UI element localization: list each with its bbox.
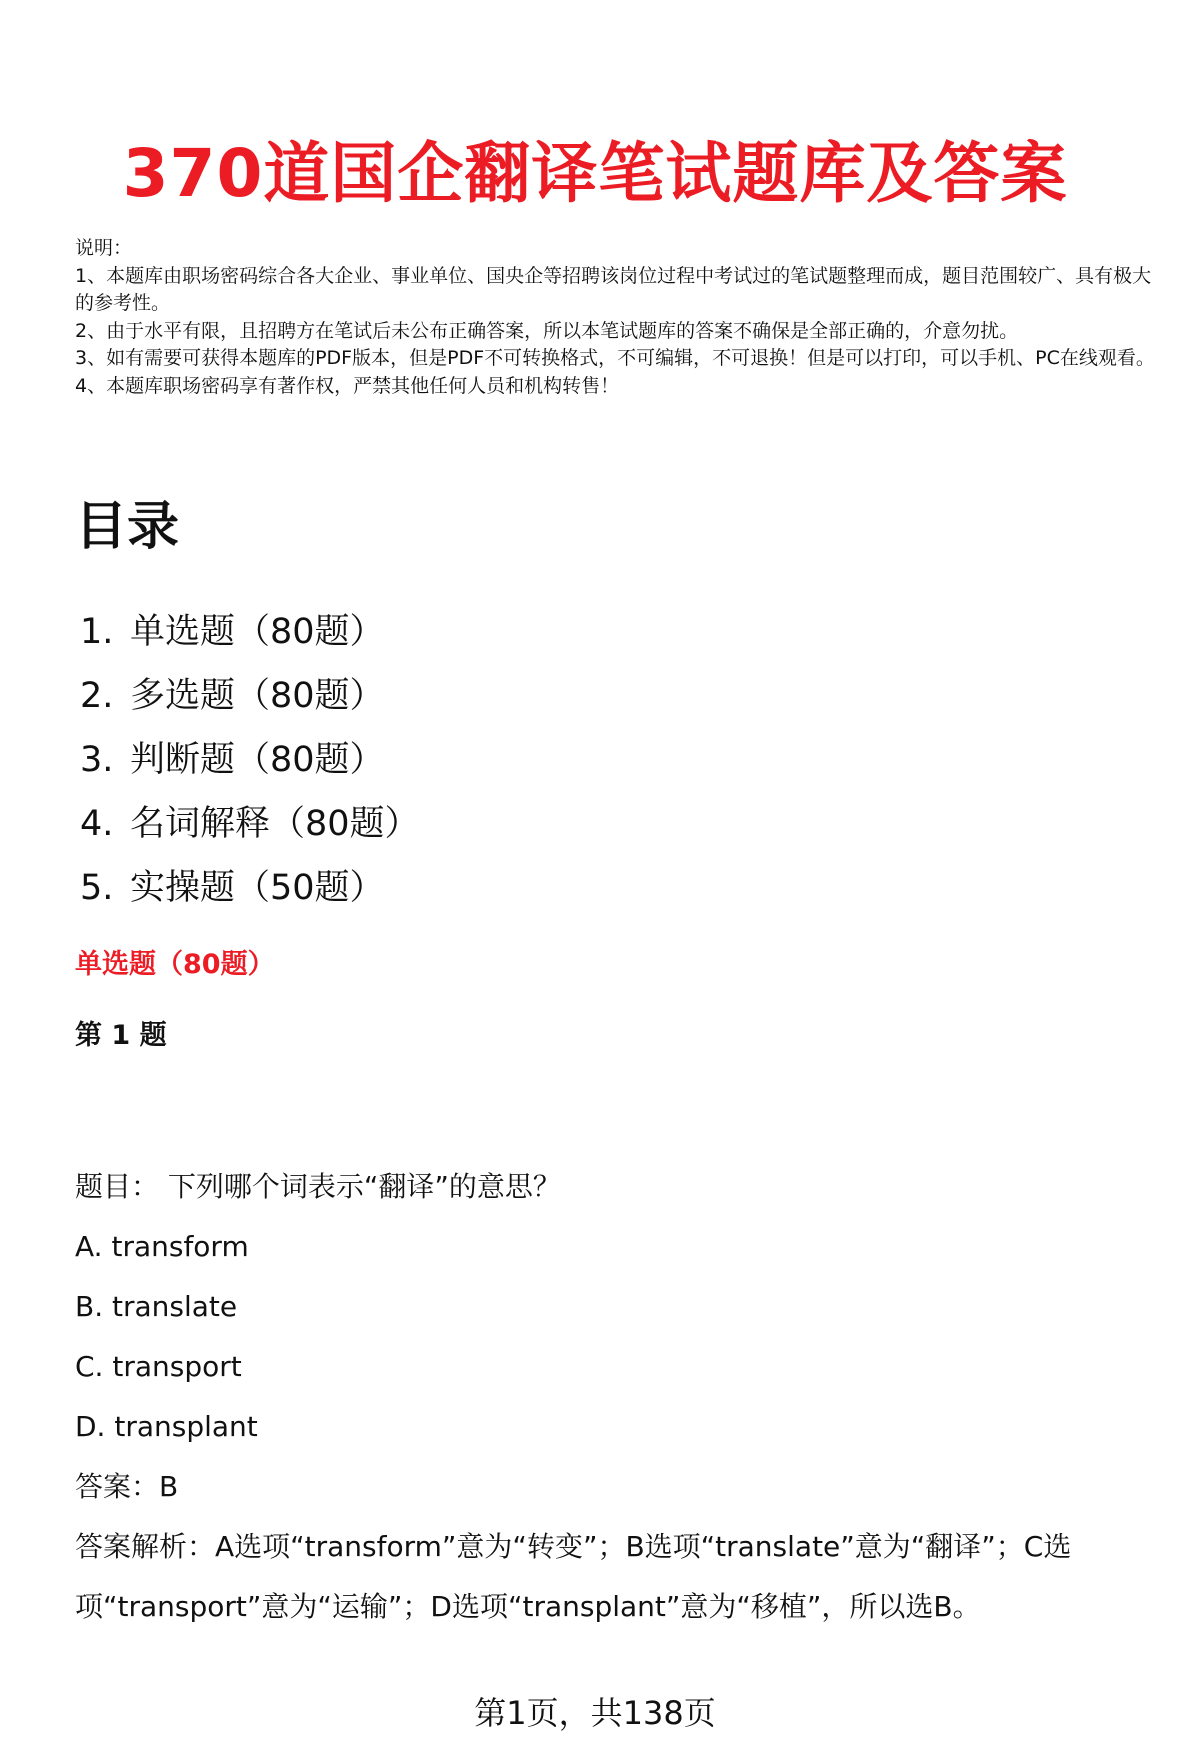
- toc-item[interactable]: [80, 664, 420, 728]
- answer: 答案：B: [75, 1470, 179, 1503]
- page-footer: 第1页，共138页: [474, 1694, 716, 1732]
- toc-item-number: 3.: [80, 740, 114, 780]
- note-item: 3、如有需要可获得本题库的PDF版本，但是PDF不可转换格式，不可编辑，不可退换！但是可以打印，可以手机、PC在线观看。: [75, 347, 1155, 369]
- toc-heading: 目录: [75, 497, 180, 557]
- toc-item[interactable]: [80, 792, 420, 856]
- toc-item-number: 1.: [80, 612, 114, 652]
- notes-label: 说明：: [75, 237, 133, 259]
- option-d: D. transplant: [75, 1410, 258, 1443]
- section-title: 单选题（80题）: [75, 949, 275, 980]
- option-c: C. transport: [75, 1350, 242, 1383]
- option-a: A. transform: [75, 1230, 249, 1263]
- question-stem: 题目： 下列哪个词表示“翻译”的意思？: [75, 1170, 561, 1203]
- toc-item-label: 实操题（50题）: [130, 868, 385, 908]
- toc-item-label: 名词解释（80题）: [130, 804, 420, 844]
- toc-item[interactable]: [80, 728, 420, 792]
- table-of-contents: [80, 600, 420, 920]
- toc-item-label: 单选题（80题）: [130, 612, 385, 652]
- note-item: 2、由于水平有限，且招聘方在笔试后未公布正确答案，所以本笔试题库的答案不确保是全部正确的，介意勿扰。: [75, 319, 1019, 342]
- question-body: [75, 1157, 1085, 1637]
- toc-item-label: 判断题（80题）: [130, 740, 385, 780]
- answer-analysis: 答案解析：A选项“transform”意为“转变”；B选项“translate”意为“翻译”；C选项“transport”意为“运输”；D选项“transplant”意为“移植”，所以选B。: [75, 1530, 1072, 1623]
- toc-item[interactable]: [80, 856, 420, 920]
- toc-item-label: 多选题（80题）: [130, 676, 385, 716]
- option-b: B. translate: [75, 1290, 238, 1323]
- toc-item-number: 2.: [80, 676, 114, 716]
- toc-item-number: 5.: [80, 868, 114, 908]
- notes-block: [75, 235, 1155, 400]
- note-item: 4、本题库职场密码享有著作权，严禁其他任何人员和机构转售！: [75, 374, 620, 397]
- document-title: 370道国企翻译笔试题库及答案: [122, 135, 1068, 212]
- toc-item-number: 4.: [80, 804, 114, 844]
- toc-item[interactable]: [80, 600, 420, 664]
- note-item: 1、本题库由职场密码综合各大企业、事业单位、国央企等招聘该岗位过程中考试过的笔试题整理而成，题目范围较广、具有极大的参考性。: [75, 264, 1152, 314]
- question-number: 第 1 题: [75, 1020, 167, 1051]
